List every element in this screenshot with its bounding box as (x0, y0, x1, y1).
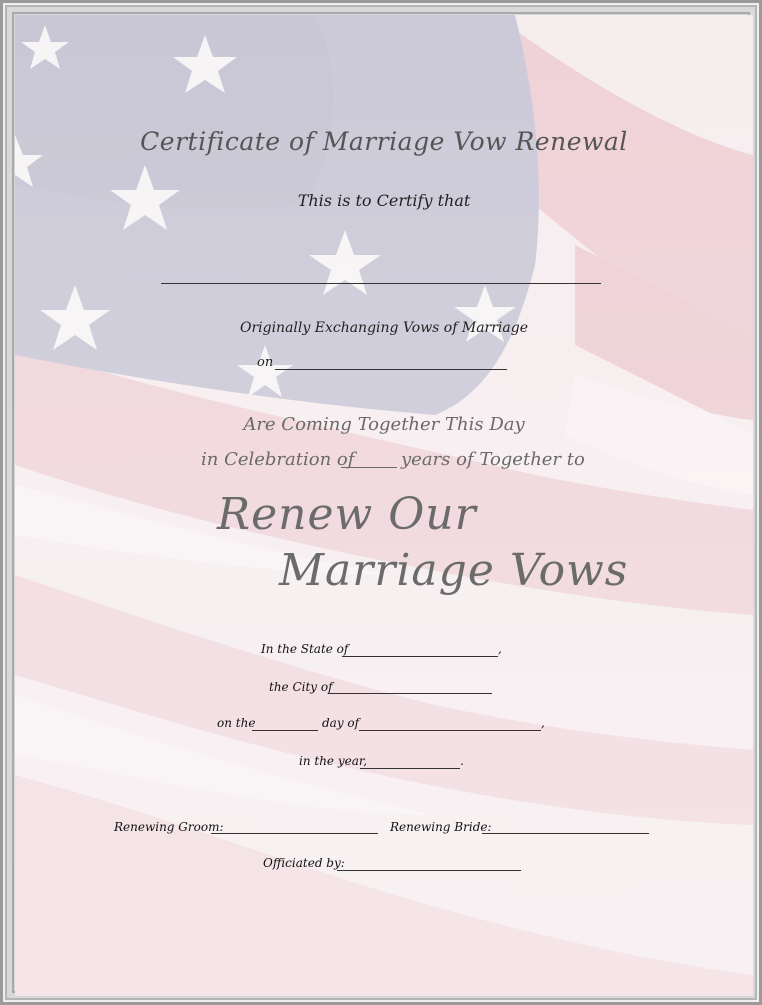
city-label: the City of (269, 680, 333, 694)
officiated-label: Officiated by: (263, 856, 345, 870)
on-the-label: on the (217, 716, 256, 730)
renew-heading-line1: Renew Our (217, 489, 477, 540)
bride-signature-line[interactable] (482, 833, 649, 834)
day-suffix: , (541, 716, 545, 730)
certificate-title: Certificate of Marriage Vow Renewal (140, 127, 628, 156)
groom-signature-line[interactable] (211, 833, 378, 834)
year-label: in the year, (299, 754, 368, 768)
state-field-line[interactable] (342, 656, 498, 657)
officiant-signature-line[interactable] (337, 870, 521, 871)
day-field-line[interactable] (252, 730, 318, 731)
years-text: years of Together to (401, 449, 585, 470)
year-suffix: . (460, 754, 464, 768)
years-field-line[interactable] (341, 467, 397, 468)
on-label: on (257, 355, 274, 370)
names-field-line[interactable] (161, 283, 601, 284)
day-of-label: day of (322, 716, 360, 730)
city-field-line[interactable] (328, 693, 492, 694)
celebration-text: in Celebration of (201, 449, 355, 470)
renew-heading-line2: Marriage Vows (279, 545, 629, 596)
coming-together-text: Are Coming Together This Day (243, 414, 525, 435)
originally-text: Originally Exchanging Vows of Marriage (239, 320, 529, 336)
state-suffix: , (498, 642, 502, 656)
state-label: In the State of (261, 642, 349, 656)
bride-label: Renewing Bride: (390, 820, 492, 834)
groom-label: Renewing Groom: (114, 820, 224, 834)
certify-text: This is to Certify that (297, 191, 471, 210)
year-field-line[interactable] (360, 768, 460, 769)
certificate-paper (15, 15, 753, 996)
month-field-line[interactable] (359, 730, 541, 731)
original-date-field-line[interactable] (275, 369, 507, 370)
